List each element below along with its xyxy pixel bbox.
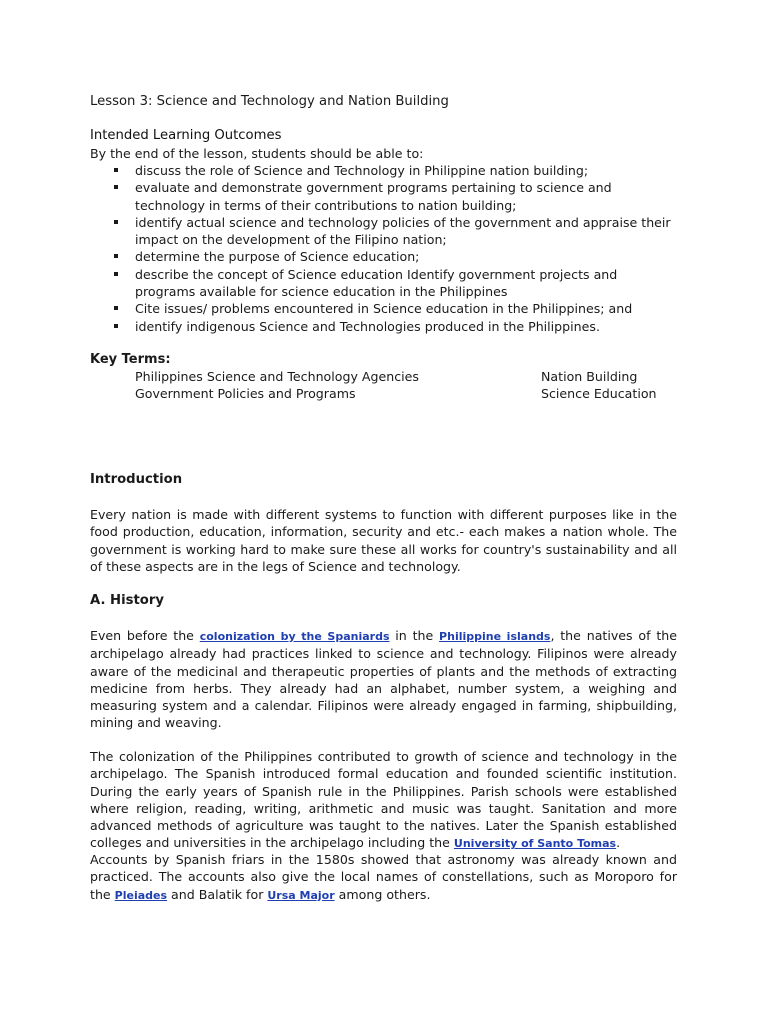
text-run: among others. bbox=[334, 886, 431, 902]
key-terms-heading: Key Terms: bbox=[90, 352, 171, 367]
history-paragraph-2 bbox=[90, 748, 677, 853]
key-terms-row bbox=[135, 385, 695, 402]
outcome-item: determine the purpose of Science education; bbox=[90, 248, 680, 265]
key-term: Science Education bbox=[541, 386, 657, 402]
lesson-title: Lesson 3: Science and Technology and Nation Building bbox=[90, 94, 449, 109]
link-philippine-islands[interactable]: Philippine islands bbox=[439, 630, 551, 643]
key-term: Nation Building bbox=[541, 369, 638, 384]
outcome-item: identify indigenous Science and Technologies produced in the Philippines. bbox=[90, 318, 680, 335]
text-run: Even before the bbox=[90, 628, 200, 643]
key-term: Philippines Science and Technology Agencies bbox=[135, 369, 419, 384]
text-run: . bbox=[616, 835, 621, 851]
outcome-item: evaluate and demonstrate government programs pertaining to science and technology in terms of their contributions to nation building; bbox=[90, 179, 680, 214]
outcome-item: discuss the role of Science and Technology in Philippine nation building; bbox=[90, 162, 680, 179]
text-run: The colonization of the Philippines contributed to growth of science and technology in the archipelago. The Spanish introduced formal education and founded scientific institution. During the early years of Spanish rule in the Philippines. Parish schools were established where religion, reading, writing, arithmetic and music was taught. Sanitation and more advanced methods of agriculture was taught to the natives. Later the Spanish established colleges and universities in the archipelago including the bbox=[90, 749, 677, 851]
key-terms-table bbox=[135, 368, 695, 403]
outcome-item: Cite issues/ problems encountered in Science education in the Philippines; and bbox=[90, 300, 680, 317]
link-colonization-by-the-spaniards[interactable]: colonization by the Spaniards bbox=[199, 630, 390, 643]
introduction-heading: Introduction bbox=[90, 472, 183, 487]
text-run: Accounts by Spanish friars in the 1580s showed that astronomy was already known and practiced. The accounts also give the local names of constellations, such as Moroporo for the bbox=[90, 852, 677, 902]
text-run: and Balatik for bbox=[167, 886, 268, 902]
history-paragraph-3 bbox=[90, 851, 677, 904]
outcomes-list bbox=[90, 162, 680, 335]
link-ursa-major[interactable]: Ursa Major bbox=[267, 888, 335, 902]
outcome-item: identify actual science and technology policies of the government and appraise their impact on the development of the Filipino nation; bbox=[90, 214, 680, 249]
link-university-of-santo-tomas[interactable]: University of Santo Tomas bbox=[453, 837, 617, 851]
history-heading: A. History bbox=[90, 593, 164, 608]
history-paragraph-1 bbox=[90, 627, 677, 732]
link-pleiades[interactable]: Pleiades bbox=[114, 888, 168, 902]
key-terms-row bbox=[135, 368, 695, 385]
text-run: in the bbox=[389, 628, 440, 643]
outcomes-heading: Intended Learning Outcomes bbox=[90, 128, 282, 143]
outcome-item: describe the concept of Science education Identify government projects and programs available for science education in the Philippines bbox=[90, 266, 680, 301]
introduction-paragraph: Every nation is made with different systems to function with different purposes like in the food production, education, information, security and etc.- each makes a nation whole. The government is working hard to make sure these all works for country's sustainability and all of these aspects are in the legs of Science and technology. bbox=[90, 507, 677, 574]
text-run: , the natives of the archipelago already had practices linked to science and technology. Filipinos were already aware of the medicinal and therapeutic properties of plants and the methods of extracting medicine from herbs. They already had an alphabet, number system, a weighing and measuring system and a calendar. Filipinos were already engaged in farming, shipbuilding, mining and weaving. bbox=[90, 628, 677, 731]
key-term: Government Policies and Programs bbox=[135, 386, 356, 402]
outcomes-intro: By the end of the lesson, students should be able to: bbox=[90, 146, 424, 161]
